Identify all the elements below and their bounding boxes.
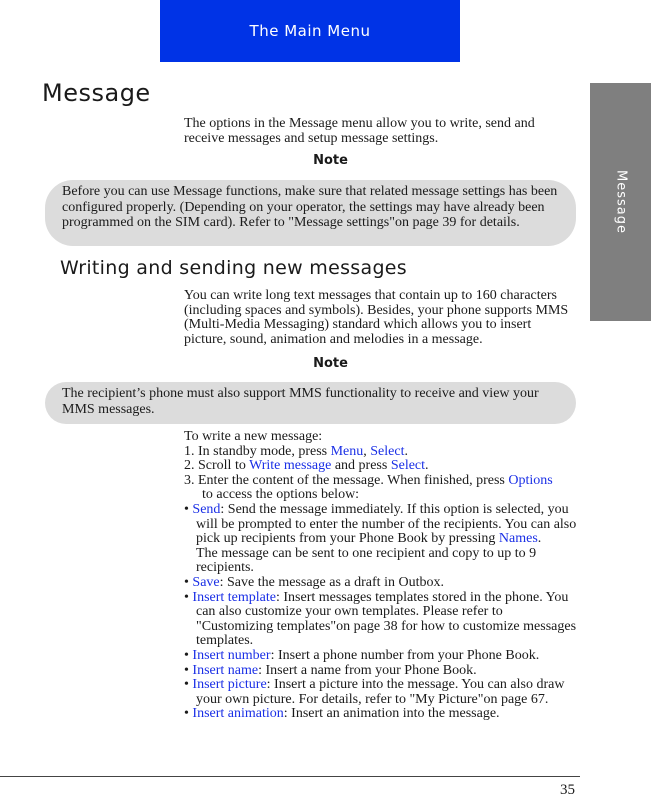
send-description: : Send the message immediately. If this option is selected, you will be prompted to enter the number of the recipients. You can also pick up recipients from your Phone Book by pressing [196, 501, 577, 547]
chapter-banner [160, 0, 460, 62]
step-2-mid: and press [331, 458, 391, 474]
insert-picture-keyword: Insert picture [192, 677, 267, 693]
option-insert-name [184, 664, 579, 679]
option-insert-picture [184, 678, 579, 707]
step-2 [184, 459, 579, 474]
step-3-text: 3. Enter the content of the message. When finished, press [184, 472, 509, 488]
names-keyword: Names [498, 531, 538, 547]
send-extra: The message can be sent to one recipient and copy to up to 9 recipients. [196, 545, 537, 576]
options-keyword: Options [508, 472, 553, 488]
subsection-title: Writing and sending new messages [60, 257, 407, 279]
insert-template-keyword: Insert template [192, 589, 276, 605]
bullet-glyph: • [184, 706, 189, 722]
section-intro: The options in the Message menu allow you to write, send and receive messages and setup message settings. [184, 116, 535, 146]
option-send [184, 503, 579, 576]
subsection-intro: You can write long text messages that contain up to 160 characters (including spaces and symbols). Besides, your phone supports MMS (Multi-Media Messaging) standard which allows you to insert picture, sound, animation and melodies in a message. [184, 288, 569, 347]
note-text-2: The recipient’s phone must also support MMS functionality to receive and view your MMS messages. [62, 386, 539, 417]
save-description: : Save the message as a draft in Outbox. [219, 574, 444, 590]
option-save [184, 576, 579, 591]
note-label-2: Note [313, 356, 348, 371]
menu-keyword: Menu [330, 443, 364, 459]
insert-picture-description: : Insert a picture into the message. You can also draw your own picture. For details, refer to "My Picture"on page 67. [196, 677, 565, 707]
insert-animation-description: : Insert an animation into the message. [283, 706, 500, 722]
option-insert-animation [184, 707, 579, 722]
note-box-2 [45, 382, 576, 424]
side-tab [590, 83, 651, 321]
note-text-1: Before you can use Message functions, make sure that related message settings has been configured properly. (Depending on your operator, the settings may have already been programmed on the SIM card). Refer to "Message settings"on page 39 for details. [62, 184, 558, 231]
insert-number-description: : Insert a phone number from your Phone Book. [270, 647, 540, 663]
option-insert-number [184, 649, 579, 664]
step-1 [184, 445, 579, 460]
note-box-1 [45, 180, 576, 246]
insert-animation-keyword: Insert animation [192, 706, 284, 722]
page-number: 35 [560, 782, 575, 798]
select-keyword-2: Select [390, 458, 426, 474]
note-label-1: Note [313, 153, 348, 168]
select-keyword: Select [370, 443, 405, 459]
bullet-glyph: • [184, 574, 189, 590]
step-1-text: 1. In standby mode, press [184, 443, 331, 459]
bullet-glyph: • [184, 647, 189, 663]
save-keyword: Save [192, 574, 220, 590]
insert-name-description: : Insert a name from your Phone Book. [258, 662, 477, 678]
step-3 [184, 474, 579, 489]
steps-list [184, 430, 579, 722]
insert-name-keyword: Insert name [192, 662, 259, 678]
section-title: Message [42, 79, 151, 107]
send-end: . [537, 531, 542, 547]
write-message-keyword: Write message [249, 458, 332, 474]
insert-template-description: : Insert messages templates stored in the phone. You can also customize your own templates. Please refer to "Customizing templates"on page 38 for how to customize messages templates. [196, 589, 577, 649]
bullet-glyph: • [184, 589, 189, 605]
send-keyword: Send [192, 501, 221, 517]
insert-number-keyword: Insert number [192, 647, 271, 663]
steps-lead: To write a new message: [184, 429, 323, 444]
option-insert-template [184, 591, 579, 649]
bullet-glyph: • [184, 662, 189, 678]
footer-rule [0, 776, 580, 777]
step-2-text: 2. Scroll to [184, 458, 250, 474]
step-1-sep: , [363, 443, 371, 459]
bullet-glyph: • [184, 501, 189, 517]
step-2-end: . [425, 458, 429, 474]
side-tab-label: Message [613, 170, 628, 234]
step-3-continuation: to access the options below: [202, 487, 360, 503]
bullet-glyph: • [184, 677, 189, 693]
step-1-end: . [404, 443, 408, 459]
chapter-banner-title: The Main Menu [249, 22, 371, 40]
